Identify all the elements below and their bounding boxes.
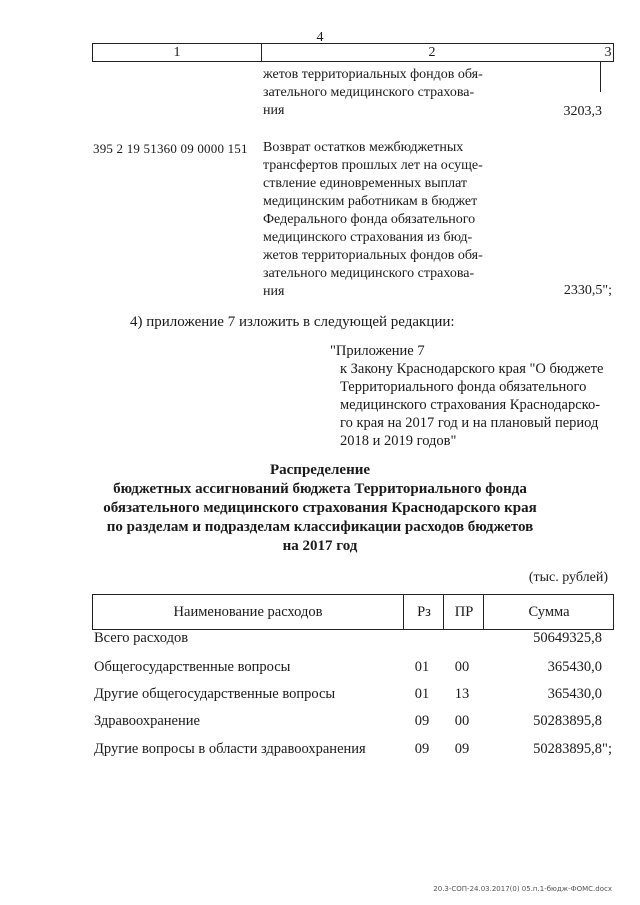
appendix-line: медицинского страхования Краснодарско- <box>340 397 601 413</box>
desc-line: зательного медицинского страхова- <box>263 85 475 100</box>
col-header-sum: Сумма <box>483 595 614 629</box>
row-pr: 13 <box>454 686 470 702</box>
appendix-lines <box>330 360 610 450</box>
appendix-line: го края на 2017 год и на плановый период <box>340 415 599 431</box>
row-sum: 50283895,8 <box>533 713 602 729</box>
document-title <box>0 461 640 556</box>
row-rz: 09 <box>414 713 430 729</box>
title-line: на 2017 год <box>282 538 358 554</box>
file-footer: 20.3-СОП-24.03.2017(0) 05.п.1-бюдж-ФОМС.docx <box>433 885 612 893</box>
units-label: (тыс. рублей) <box>528 570 608 585</box>
desc-line: Федерального фонда обязательного <box>263 212 476 227</box>
amendment-paragraph: 4) приложение 7 изложить в следующей редакции: <box>130 314 455 330</box>
row-sum: 365430,0 <box>547 686 602 702</box>
desc-line: медицинского страхования из бюд- <box>263 230 473 245</box>
table1-continued-desc <box>263 66 503 120</box>
row-rz: 01 <box>414 659 430 675</box>
desc-line: медицинским работникам в бюджет <box>263 194 478 209</box>
col-header-pr: ПР <box>443 595 484 629</box>
table1-header-col-1: 1 <box>173 45 181 60</box>
table1-row-code: 395 2 19 51360 09 0000 151 <box>93 141 248 156</box>
title-line: по разделам и подразделам классификации расходов бюджетов <box>106 519 534 535</box>
row-rz: 09 <box>414 741 430 757</box>
desc-line: жетов территориальных фондов обя- <box>263 248 483 263</box>
appendix-line: к Закону Краснодарского края "О бюджете <box>340 361 604 377</box>
table-row <box>92 659 614 679</box>
row-pr: 00 <box>454 713 470 729</box>
table-row <box>92 630 614 650</box>
table-row <box>92 713 614 733</box>
appendix-line: 2018 и 2019 годов" <box>340 433 457 449</box>
table-row <box>92 686 614 706</box>
desc-line: трансфертов прошлых лет на осуще- <box>263 158 483 173</box>
col-header-name: Наименование расходов <box>173 604 323 620</box>
row-pr: 09 <box>454 741 470 757</box>
row-name: Общегосударственные вопросы <box>94 659 291 675</box>
appendix-title: "Приложение 7 <box>330 343 425 359</box>
desc-line: ния <box>263 284 285 299</box>
title-line: обязательного медицинского страхования Краснодарского края <box>103 500 537 516</box>
table1-header-col-2: 2 <box>261 44 602 61</box>
table1-header-col-3: 3 <box>604 45 612 60</box>
title-line: бюджетных ассигнований бюджета Территориального фонда <box>113 481 527 497</box>
table1-row-amount: 2330,5"; <box>563 283 612 298</box>
row-sum: 365430,0 <box>547 659 602 675</box>
title-line: Распределение <box>269 462 371 478</box>
table1-header <box>92 43 614 62</box>
appendix-line: Территориального фонда обязательного <box>340 379 587 395</box>
desc-line: Возврат остатков межбюджетных <box>263 140 464 155</box>
table1-col-divider <box>600 62 601 92</box>
row-sum: 50649325,8 <box>533 630 602 646</box>
row-name: Всего расходов <box>94 630 189 646</box>
table2-header <box>92 594 614 630</box>
row-pr: 00 <box>454 659 470 675</box>
desc-line: жетов территориальных фондов обя- <box>263 67 483 82</box>
table-row <box>92 741 614 761</box>
desc-line: ния <box>263 103 285 118</box>
row-name: Другие вопросы в области здравоохранения <box>94 741 366 757</box>
row-name: Здравоохранение <box>94 713 200 729</box>
row-rz: 01 <box>414 686 430 702</box>
table1-continued-amount: 3203,3 <box>563 104 602 119</box>
desc-line: зательного медицинского страхова- <box>263 266 475 281</box>
page-number: 4 <box>316 30 324 45</box>
row-name: Другие общегосударственные вопросы <box>94 686 336 702</box>
appendix-block <box>330 342 610 450</box>
table1-row-desc <box>263 139 503 301</box>
row-sum: 50283895,8"; <box>533 741 612 757</box>
desc-line: ствление единовременных выплат <box>263 176 468 191</box>
col-header-rz: Рз <box>403 595 444 629</box>
